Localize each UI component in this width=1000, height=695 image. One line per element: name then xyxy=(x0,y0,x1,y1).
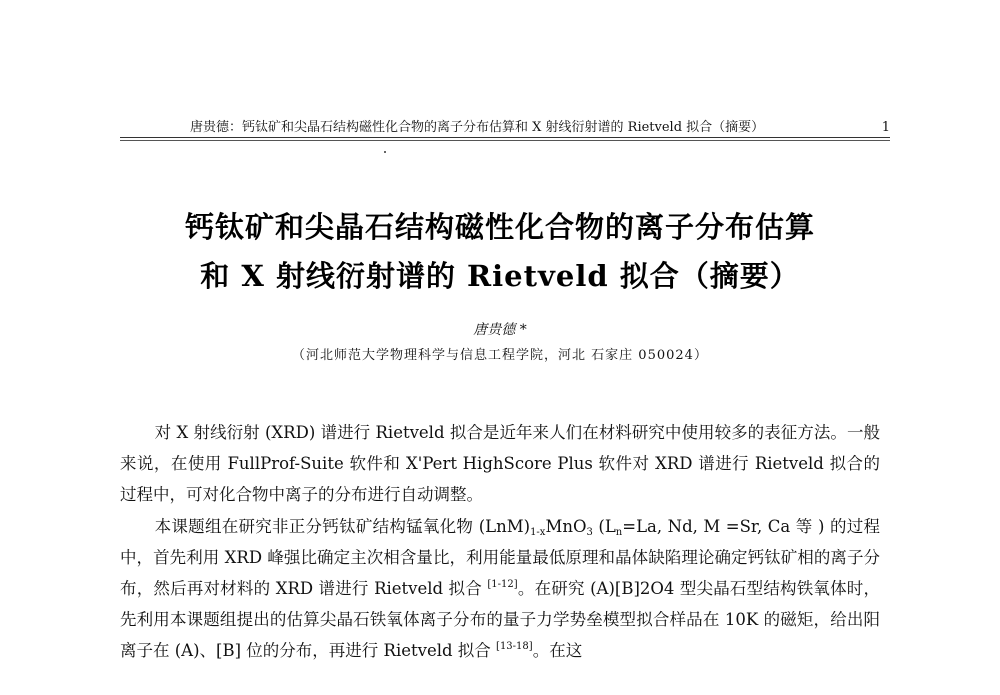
p2-text-d: =La, Nd, M =Sr, Ca 等 ) 的过程中，首先利用 XRD 峰强比确定主次相含量比，利用能量最低原理和晶体缺陷理论确定钙钛矿相的离子分布，然后再对材料的 XRD 谱进行 Rietveld 拟合 xyxy=(120,517,880,598)
paper-title-line-1: 钙钛矿和尖晶石结构磁性化合物的离子分布估算 xyxy=(184,210,815,244)
citation-1: [1-12] xyxy=(487,579,518,590)
scan-speck xyxy=(384,151,386,153)
p2-text-a: 本课题组在研究非正分钙钛矿结构锰氧化物 (LnM) xyxy=(154,517,531,536)
author: 唐贵德 * xyxy=(473,322,527,338)
p2-subscript-1: 1-x xyxy=(530,527,546,538)
running-header xyxy=(190,117,890,139)
page-number: 1 xyxy=(881,120,890,135)
p2-text-e: 。在研究 (A)[B]2O4 型尖晶石型结构铁氧体时，先利用本课题组提出的估算尖晶石铁氧体离子分布的量子力学势垒模型拟合样品在 10K 的磁矩，给出阳离子在 (A)、[B] 位的分布，再进行 Rietveld 拟合 xyxy=(120,579,881,660)
affiliation: （河北师范大学物理科学与信息工程学院，河北 石家庄 050024） xyxy=(292,348,708,363)
running-title: 唐贵德：钙钛矿和尖晶石结构磁性化合物的离子分布估算和 X 射线衍射谱的 Rietveld 拟合（摘要） xyxy=(190,120,765,135)
header-rule-top xyxy=(120,137,890,138)
citation-2: [13-18] xyxy=(496,641,533,652)
paragraph-1: 对 X 射线衍射 (XRD) 谱进行 Rietveld 拟合是近年来人们在材料研究中使用较多的表征方法。一般来说，在使用 FullProf-Suite 软件和 X'Pert HighScore Plus 软件对 XRD 谱进行 Rietveld 拟合的过程中，可对化合物中离子的分布进行自动调整。 xyxy=(120,423,880,504)
p2-subscript-2: 3 xyxy=(586,527,593,538)
p2-subscript-3: n xyxy=(615,527,623,538)
p2-text-b: MnO xyxy=(545,517,587,536)
paragraph-2 xyxy=(120,511,880,666)
header-rule-bottom xyxy=(120,140,890,141)
p2-text-f: 。在这 xyxy=(532,641,583,660)
p2-text-c: (L xyxy=(592,517,616,536)
paper-title-line-2: 和 X 射线衍射谱的 Rietveld 拟合（摘要） xyxy=(200,259,800,293)
